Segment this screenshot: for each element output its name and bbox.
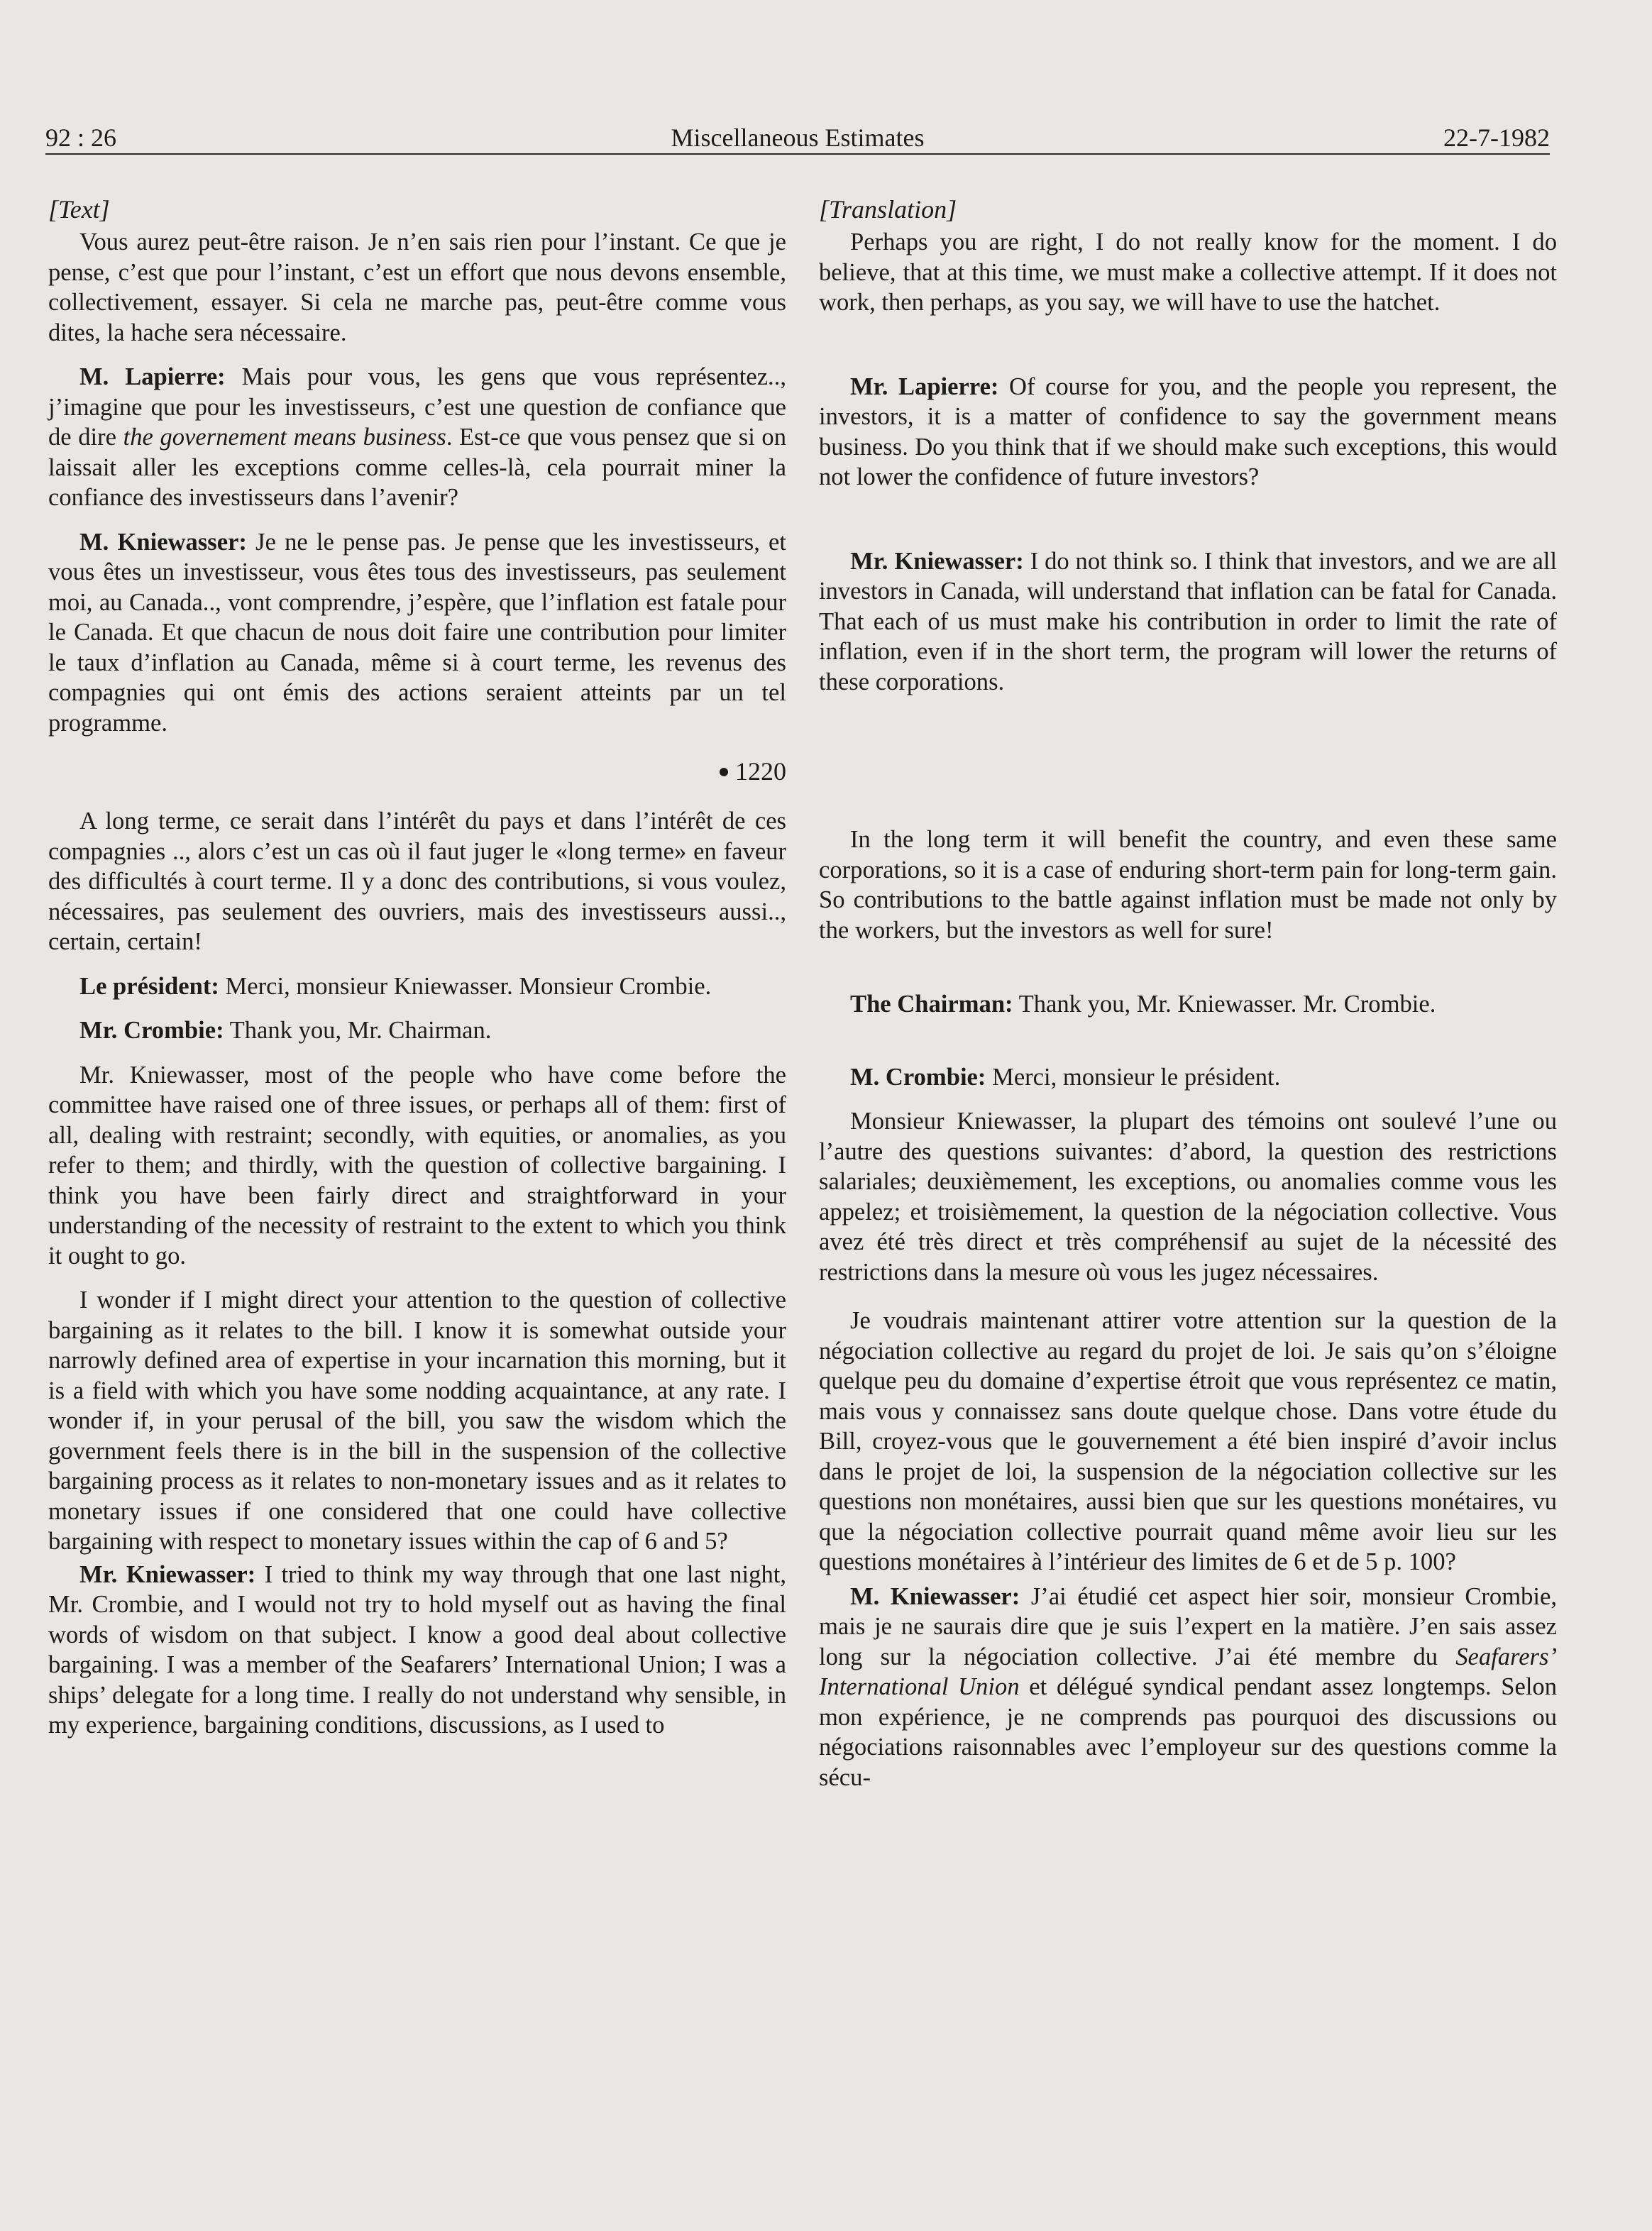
- speaker-name: M. Lapierre:: [79, 363, 226, 390]
- bullet-icon: [720, 768, 728, 776]
- speaker-name: Le président:: [79, 972, 219, 1000]
- paragraph: Mr. Kniewasser, most of the people who have come before the committee have raised one of three issues, or perhaps all of them: first of all, dealing with restraint; secondly, with equities, or anomalies, as you refer to them; and thirdly, with the question of collective bargaining. I think you have been fairly direct and straightforward in your understanding of the necessity of restraint to the extent to which you think it ought to go.: [48, 1061, 786, 1269]
- page-number: 92 : 26: [45, 123, 117, 152]
- page-header: [45, 122, 1550, 156]
- speech-paragraph: M. Crombie: Merci, monsieur le président.: [850, 1063, 1281, 1091]
- speech-paragraph: The Chairman: Thank you, Mr. Kniewasser. Mr. Crombie.: [850, 991, 1436, 1018]
- speech-paragraph: Le président: Merci, monsieur Kniewasser. Monsieur Crombie.: [79, 972, 712, 1000]
- speaker-name: Mr. Crombie:: [79, 1017, 224, 1044]
- paragraph: Je voudrais maintenant attirer votre attention sur la question de la négociation collective au regard du projet de loi. Je sais qu’on s’éloigne quelque peu du domaine d’expertise étroit que vous représentez ce matin, mais vous y connaissez sans doute quelque chose. Dans votre étude du Bill, croyez-vous que le gouvernement a été bien inspiré d’avoir inclus dans le projet de loi, la suspension de la négociation collective sur les questions non monétaires, aussi bien que sur les questions monétaires, vu que la négociation collective pourrait quand même avoir lieu sur les questions monétaires à l’intérieur des limites de 6 et de 5 p. 100?: [819, 1307, 1557, 1575]
- speech-paragraph: Mr. Kniewasser: I tried to think my way through that one last night, Mr. Crombie, and I would not try to hold myself out as having the final words of wisdom on that subject. I know a good deal about collective bargaining. I was a member of the Seafarers’ International Union; I was a ships’ delegate for a long time. I really do not understand why sensible, in my experience, bargaining conditions, discussions, as I used to: [48, 1560, 786, 1739]
- italic-phrase: Seafarers’ International Union: [819, 1643, 1557, 1700]
- header-date: 22-7-1982: [1443, 123, 1550, 152]
- header-rule: [45, 153, 1550, 155]
- speaker-name: The Chairman:: [850, 991, 1013, 1018]
- paragraph: Vous aurez peut-être raison. Je n’en sais rien pour l’instant. Ce que je pense, c’est que pour l’instant, c’est un effort que nous devons ensemble, collectivement, essayer. Si cela ne marche pas, peut-être comme vous dites, la hache sera nécessaire.: [48, 228, 786, 346]
- section-label-translation: [Translation]: [819, 195, 957, 224]
- speech-paragraph: M. Lapierre: Mais pour vous, les gens que vous représentez.., j’imagine que pour les investisseurs, c’est une question de confiance que de dire the governement means business. Est-ce que vous pensez que si on laissait aller les exceptions comme celles-là, cela pourrait miner la confiance des investisseurs dans l’avenir?: [48, 363, 786, 511]
- paragraph: Perhaps you are right, I do not really know for the moment. I do believe, that at this time, we must make a collective attempt. If it does not work, then perhaps, as you say, we will have to use the hatchet.: [819, 228, 1557, 316]
- speech-paragraph: M. Kniewasser: J’ai étudié cet aspect hier soir, monsieur Crombie, mais je ne saurais dire que je suis l’expert en la matière. J’en sais assez long sur la négociation collective. J’ai été membre du Seafarers’ International Union et délégué syndical pendant assez longtemps. Selon mon expérience, je ne comprends pas pourquoi des discussions ou négociations raisonnables avec l’employeur sur des questions comme la sécu-: [819, 1582, 1558, 1791]
- speech-paragraph: Mr. Lapierre: Of course for you, and the people you represent, the investors, it is a matter of confidence to say the government means business. Do you think that if we should make such exceptions, this would not lower the confidence of future investors?: [819, 373, 1558, 490]
- speech-paragraph: Mr. Crombie: Thank you, Mr. Chairman.: [79, 1017, 492, 1044]
- speaker-name: Mr. Kniewasser:: [850, 547, 1024, 575]
- speaker-name: Mr. Kniewasser:: [79, 1560, 256, 1588]
- running-title: Miscellaneous Estimates: [671, 123, 925, 152]
- time-marker: 1220: [48, 756, 786, 786]
- speaker-name: M. Kniewasser:: [850, 1582, 1020, 1610]
- speech-paragraph: Mr. Kniewasser: I do not think so. I think that investors, and we are all investors in Canada, will understand that inflation can be fatal for Canada. That each of us must make his contribution in order to limit the rate of inflation, even if in the short term, the program will lower the returns of these corporations.: [819, 547, 1558, 695]
- italic-phrase: the governement means business: [123, 424, 446, 451]
- speech-paragraph: M. Kniewasser: Je ne le pense pas. Je pense que les investisseurs, et vous êtes un investisseur, vous êtes tous des investisseurs, pas seulement moi, au Canada.., vont comprendre, j’espère, que l’inflation est fatale pour le Canada. Et que chacun de nous doit faire une contribution pour limiter le taux d’inflation au Canada, même si à court terme, les revenus des compagnies qui ont émis des actions seraient atteints par un tel programme.: [48, 528, 787, 737]
- paragraph: A long terme, ce serait dans l’intérêt du pays et dans l’intérêt de ces compagnies .., alors c’est un cas où il faut juger le «long terme» en faveur des difficultés à court terme. Il y a donc des contributions, si vous voulez, nécessaires, pas seulement des ouvriers, mais des investisseurs aussi.., certain, certain!: [48, 808, 786, 955]
- section-label-text: [Text]: [48, 195, 110, 224]
- speaker-name: M. Kniewasser:: [79, 528, 247, 556]
- left-column: [48, 194, 786, 1741]
- paragraph: In the long term it will benefit the country, and even these same corporations, so it is a case of enduring short-term pain for long-term gain. So contributions to the battle against inflation must be made not only by the workers, but the investors as well for sure!: [819, 826, 1557, 944]
- speaker-name: M. Crombie:: [850, 1063, 986, 1091]
- paragraph: Monsieur Kniewasser, la plupart des témoins ont soulevé l’une ou l’autre des questions suivantes: d’abord, la question des restrictions salariales; deuxièmement, les exceptions, ou anomalies comme vous les appelez; et troisièmement, la question de la négociation collective. Vous avez été très direct et très compréhensif au sujet de la nécessité des restrictions dans la mesure où vous les jugez nécessaires.: [819, 1108, 1557, 1286]
- right-column: [819, 194, 1557, 1792]
- paragraph: I wonder if I might direct your attention to the question of collective bargaining as it relates to the bill. I know it is somewhat outside your narrowly defined area of expertise in your incarnation this morning, but it is a field with which you have some nodding acquaintance, at any rate. I wonder if, in your perusal of the bill, you saw the wisdom which the government feels there is in the bill in the suspension of the collective bargaining process as it relates to non-monetary issues and as it relates to monetary issues if one considered that one could have collective bargaining with respect to monetary issues within the cap of 6 and 5?: [48, 1287, 786, 1555]
- speaker-name: Mr. Lapierre:: [850, 373, 999, 400]
